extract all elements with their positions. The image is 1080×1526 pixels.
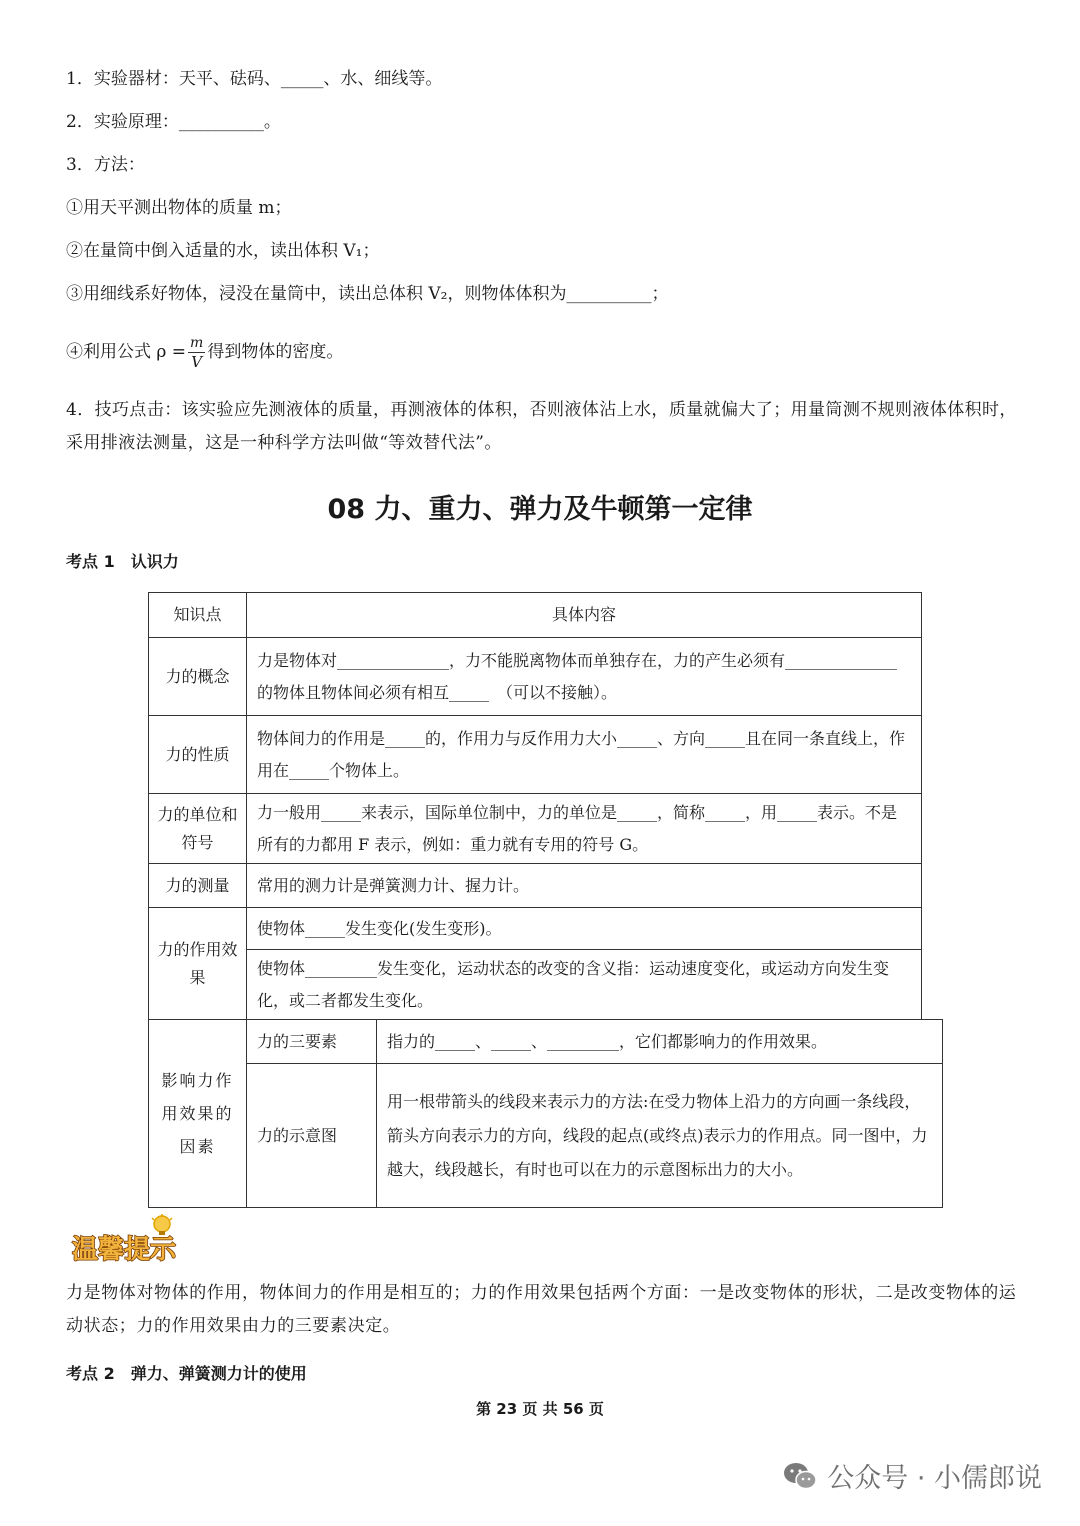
watermark — [783, 1456, 1042, 1495]
table-row-topic: 力的单位和符号 — [149, 794, 247, 864]
warm-tip-text: 力是物体对物体的作用，物体间力的作用是相互的；力的作用效果包括两个方面：一是改变物体的形状，二是改变物体的运动状态；力的作用效果由力的三要素决定。 — [66, 1283, 1017, 1336]
table-row-content: 力是物体对______________，力不能脱离物体而单独存在，力的产生必须有______________的物体且物体间必须有相互_____ （可以不接触）。 — [247, 638, 922, 716]
three-elements-label: 力的三要素 — [247, 1020, 377, 1064]
kaodian-1-heading: 考点 1 认识力 — [66, 552, 179, 571]
technique-tip: 4．技巧点击：该实验应先测液体的质量，再测液体的体积，否则液体沾上水，质量就偏大了；用量筒测不规则液体体积时，采用排液法测量，这是一种科学方法叫做“等效替代法”。 — [66, 400, 1017, 453]
watermark-text: 公众号 · 小儒郎说 — [827, 1463, 1042, 1494]
density-fraction — [188, 334, 205, 371]
method-step-4 — [66, 334, 343, 371]
effect-motion-content: 使物体_________发生变化，运动状态的改变的含义指：运动速度变化，或运动方向发生变化，或二者都发生变化。 — [247, 950, 922, 1020]
method-step-1: ①用天平测出物体的质量 m； — [66, 198, 292, 218]
equipment-line: 1．实验器材：天平、砝码、_____、水、细线等。 — [66, 69, 443, 89]
table-row-topic: 力的性质 — [149, 716, 247, 794]
three-elements-content: 指力的_____、_____、_________，它们都影响力的作用效果。 — [377, 1020, 943, 1064]
table-row-content: 力一般用_____来表示，国际单位制中，力的单位是_____，简称_____，用_____表示。不是所有的力都用 F 表示，例如：重力就有专用的符号 G。 — [247, 794, 922, 864]
principle-line: 2．实验原理：__________。 — [66, 112, 281, 132]
method-step-3: ③用细线系好物体，浸没在量筒中，读出总体积 V₂，则物体体积为__________； — [66, 284, 669, 304]
fraction-numerator: m — [190, 335, 204, 351]
fraction-denominator: V — [191, 353, 203, 371]
table-row-content: 物体间力的作用是_____的，作用力与反作用力大小_____、方向_____且在同一条直线上，作用在_____个物体上。 — [247, 716, 922, 794]
table-header-topic: 知识点 — [149, 593, 247, 638]
table-row-topic: 力的测量 — [149, 864, 247, 908]
force-diagram-label: 力的示意图 — [247, 1064, 377, 1208]
method-step-2: ②在量筒中倒入适量的水，读出体积 V₁； — [66, 241, 380, 261]
table-header-content: 具体内容 — [247, 593, 922, 638]
formula-prefix: ④利用公式 ρ = — [66, 342, 187, 362]
wechat-icon — [783, 1461, 817, 1491]
page-footer: 第 23 页 共 56 页 — [476, 1400, 604, 1418]
effect-topic: 力的作用效果 — [149, 908, 247, 1020]
effect-shape-content: 使物体_____发生变化(发生变形)。 — [247, 908, 922, 950]
lightbulb-icon — [70, 1214, 186, 1264]
warm-tip-badge — [70, 1214, 186, 1264]
warm-tip-label: 温馨提示 — [72, 1235, 177, 1264]
section-title: 08 力、重力、弹力及牛顿第一定律 — [327, 494, 753, 525]
force-knowledge-table — [148, 592, 943, 1208]
table-row-topic: 力的概念 — [149, 638, 247, 716]
formula-suffix: 得到物体的密度。 — [207, 342, 344, 362]
force-diagram-content: 用一根带箭头的线段来表示力的方法:在受力物体上沿力的方向画一条线段，箭头方向表示力的方向，线段的起点(或终点)表示力的作用点。同一图中，力越大，线段越长，有时也可以在力的示意图标出力的大小。 — [377, 1064, 943, 1208]
table-row-content: 常用的测力计是弹簧测力计、握力计。 — [247, 864, 922, 908]
method-heading: 3．方法： — [66, 155, 145, 175]
kaodian-2-heading: 考点 2 弹力、弹簧测力计的使用 — [66, 1364, 307, 1383]
factor-topic: 影响力作用效果的因素 — [149, 1020, 247, 1208]
